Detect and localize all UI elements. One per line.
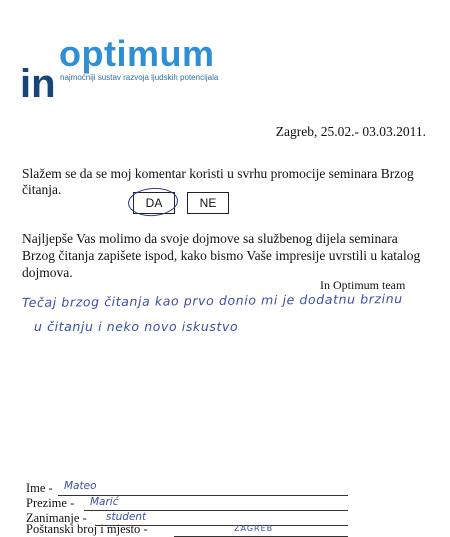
name-value: Mateo bbox=[64, 480, 97, 492]
name-label: Ime - bbox=[26, 481, 53, 495]
comment-line-2: u čitanju i neko novo iskustvo bbox=[34, 319, 239, 334]
no-checkbox[interactable]: NE bbox=[187, 192, 229, 214]
postal-label: Poštanski broj i mjesto - bbox=[26, 522, 148, 536]
surname-value: Marić bbox=[90, 496, 119, 508]
occupation-value: student bbox=[106, 511, 147, 523]
yes-checkbox[interactable]: DA bbox=[133, 192, 175, 214]
occupation-label: Zanimanje - bbox=[26, 511, 87, 525]
comment-line-1: Tečaj brzog čitanja kao prvo donio mi je dodatnu brzinu bbox=[21, 291, 403, 310]
instructions-text: Najljepše Vas molimo da svoje dojmove sa službenog dijela seminara Brzog čitanja zapišete ispod, kako bismo Vaše impresije uvrstili u katalog dojmova. bbox=[22, 231, 421, 280]
consent-text: Slažem se da se moj komentar koristi u svrhu promocije seminara Brzog čitanja. bbox=[22, 166, 414, 197]
optimum-logo bbox=[20, 33, 240, 106]
logo-in: in bbox=[20, 62, 56, 106]
team-signature: In Optimum team bbox=[320, 278, 406, 292]
postal-value: ZAGREB bbox=[234, 524, 274, 533]
logo-tagline: najmoćniji sustav razvoja ljudskih potencijala bbox=[60, 73, 219, 82]
surname-label: Prezime - bbox=[26, 496, 75, 510]
logo-word: optimum bbox=[59, 33, 215, 74]
date-line: Zagreb, 25.02.- 03.03.2011. bbox=[275, 124, 426, 139]
